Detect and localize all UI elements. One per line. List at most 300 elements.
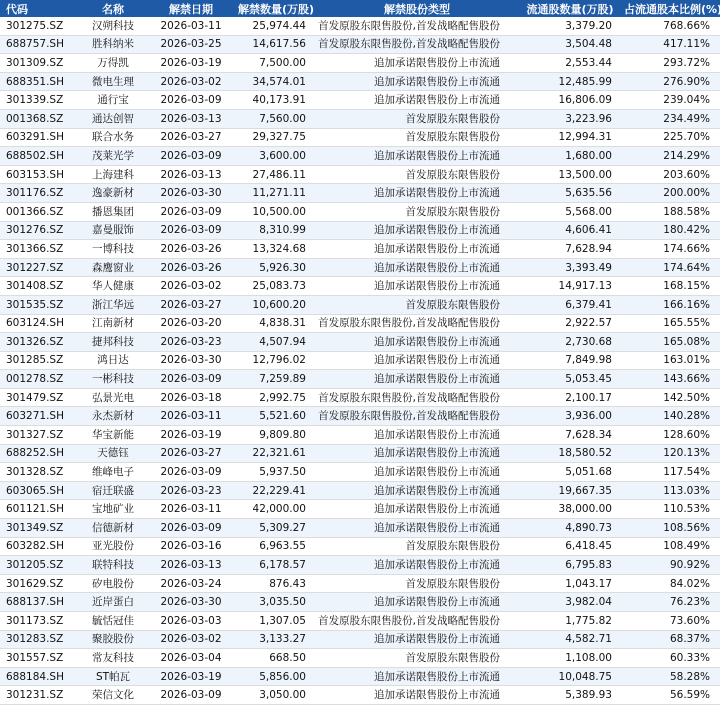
cell-float-shares: 3,223.96 [520,109,620,128]
cell-unlock-date: 2026-03-20 [148,314,234,333]
cell-float-ratio: 768.66% [620,17,720,35]
cell-name: 聚胶股份 [78,630,148,649]
cell-code: 301326.SZ [0,333,78,352]
cell-float-shares: 3,379.20 [520,17,620,35]
cell-float-ratio: 140.28% [620,407,720,426]
cell-unlock-share-type: 追加承诺限售股份上市流通 [314,481,520,500]
cell-float-shares: 3,982.04 [520,593,620,612]
cell-float-ratio: 143.66% [620,370,720,389]
cell-unlock-date: 2026-03-27 [148,295,234,314]
cell-code: 603065.SH [0,481,78,500]
table-row [0,519,720,538]
cell-unlock-quantity: 40,173.91 [234,91,314,110]
cell-unlock-quantity: 1,307.05 [234,612,314,631]
cell-unlock-share-type: 追加承诺限售股份上市流通 [314,72,520,91]
table-row [0,333,720,352]
cell-name: 浙江华远 [78,295,148,314]
cell-unlock-quantity: 3,035.50 [234,593,314,612]
column-header-unlock-share-type[interactable]: 解禁股份类型 [314,0,520,17]
cell-unlock-date: 2026-03-23 [148,481,234,500]
cell-unlock-date: 2026-03-04 [148,649,234,668]
cell-name: 维峰电子 [78,463,148,482]
cell-float-ratio: 163.01% [620,351,720,370]
cell-float-ratio: 180.42% [620,221,720,240]
column-header-float-ratio[interactable]: 占流通股本比例(%) [620,0,720,17]
cell-float-ratio: 142.50% [620,388,720,407]
cell-float-shares: 12,485.99 [520,72,620,91]
cell-code: 001368.SZ [0,109,78,128]
cell-unlock-quantity: 14,617.56 [234,35,314,54]
cell-float-ratio: 76.23% [620,593,720,612]
cell-float-ratio: 200.00% [620,184,720,203]
table-row [0,258,720,277]
cell-float-shares: 19,667.35 [520,481,620,500]
table-row [0,444,720,463]
cell-unlock-date: 2026-03-30 [148,351,234,370]
cell-unlock-quantity: 29,327.75 [234,128,314,147]
cell-unlock-quantity: 5,309.27 [234,519,314,538]
cell-float-ratio: 276.90% [620,72,720,91]
table-header-row [0,0,720,17]
cell-name: 宿迁联盛 [78,481,148,500]
cell-code: 301176.SZ [0,184,78,203]
table-row [0,686,720,705]
cell-float-ratio: 113.03% [620,481,720,500]
cell-unlock-quantity: 8,310.99 [234,221,314,240]
cell-unlock-quantity: 7,560.00 [234,109,314,128]
cell-code: 603271.SH [0,407,78,426]
cell-unlock-date: 2026-03-13 [148,556,234,575]
cell-code: 301557.SZ [0,649,78,668]
cell-name: 信德新材 [78,519,148,538]
cell-unlock-quantity: 11,271.11 [234,184,314,203]
cell-unlock-share-type: 首发原股东限售股份,首发战略配售股份 [314,388,520,407]
cell-unlock-quantity: 3,600.00 [234,147,314,166]
cell-code: 301535.SZ [0,295,78,314]
cell-unlock-date: 2026-03-02 [148,72,234,91]
cell-unlock-quantity: 7,500.00 [234,54,314,73]
cell-code: 301275.SZ [0,17,78,35]
cell-float-ratio: 56.59% [620,686,720,705]
cell-float-shares: 2,100.17 [520,388,620,407]
cell-unlock-share-type: 首发原股东限售股份,首发战略配售股份 [314,35,520,54]
cell-unlock-share-type: 首发原股东限售股份 [314,128,520,147]
cell-unlock-share-type: 追加承诺限售股份上市流通 [314,333,520,352]
cell-unlock-date: 2026-03-16 [148,537,234,556]
cell-code: 301339.SZ [0,91,78,110]
cell-unlock-quantity: 876.43 [234,574,314,593]
cell-unlock-quantity: 5,926.30 [234,258,314,277]
cell-float-ratio: 417.11% [620,35,720,54]
cell-unlock-date: 2026-03-13 [148,109,234,128]
cell-unlock-share-type: 首发原股东限售股份 [314,295,520,314]
cell-name: 联合水务 [78,128,148,147]
cell-name: 捷邦科技 [78,333,148,352]
cell-float-shares: 1,108.00 [520,649,620,668]
cell-unlock-share-type: 追加承诺限售股份上市流通 [314,593,520,612]
cell-unlock-share-type: 首发原股东限售股份 [314,165,520,184]
cell-unlock-quantity: 13,324.68 [234,240,314,259]
cell-unlock-quantity: 25,083.73 [234,277,314,296]
cell-unlock-date: 2026-03-11 [148,500,234,519]
cell-unlock-date: 2026-03-13 [148,165,234,184]
table-row [0,54,720,73]
cell-float-ratio: 214.29% [620,147,720,166]
cell-float-shares: 1,043.17 [520,574,620,593]
cell-float-ratio: 73.60% [620,612,720,631]
cell-unlock-date: 2026-03-03 [148,612,234,631]
cell-unlock-date: 2026-03-19 [148,426,234,445]
cell-code: 301349.SZ [0,519,78,538]
cell-float-ratio: 234.49% [620,109,720,128]
table-row [0,277,720,296]
table-row [0,314,720,333]
cell-unlock-quantity: 668.50 [234,649,314,668]
cell-unlock-date: 2026-03-11 [148,17,234,35]
cell-name: 亚光股份 [78,537,148,556]
cell-unlock-quantity: 7,259.89 [234,370,314,389]
cell-unlock-quantity: 27,486.11 [234,165,314,184]
cell-unlock-quantity: 5,937.50 [234,463,314,482]
cell-name: 弘景光电 [78,388,148,407]
cell-float-ratio: 117.54% [620,463,720,482]
cell-code: 688137.SH [0,593,78,612]
cell-code: 301285.SZ [0,351,78,370]
cell-unlock-share-type: 追加承诺限售股份上市流通 [314,91,520,110]
cell-unlock-share-type: 追加承诺限售股份上市流通 [314,519,520,538]
cell-name: 茂莱光学 [78,147,148,166]
table-row [0,72,720,91]
cell-unlock-date: 2026-03-09 [148,91,234,110]
cell-unlock-date: 2026-03-30 [148,593,234,612]
cell-unlock-share-type: 追加承诺限售股份上市流通 [314,370,520,389]
cell-unlock-share-type: 首发原股东限售股份 [314,537,520,556]
table-row [0,556,720,575]
cell-unlock-quantity: 4,838.31 [234,314,314,333]
cell-unlock-quantity: 5,521.60 [234,407,314,426]
cell-unlock-quantity: 10,500.00 [234,202,314,221]
cell-code: 688351.SH [0,72,78,91]
table-row [0,240,720,259]
cell-unlock-quantity: 5,856.00 [234,667,314,686]
column-header-code[interactable]: 代码 [0,0,78,17]
cell-unlock-share-type: 首发原股东限售股份 [314,649,520,668]
cell-unlock-quantity: 2,992.75 [234,388,314,407]
cell-unlock-share-type: 追加承诺限售股份上市流通 [314,184,520,203]
table-row [0,630,720,649]
cell-float-shares: 6,379.41 [520,295,620,314]
cell-float-shares: 5,635.56 [520,184,620,203]
cell-code: 603124.SH [0,314,78,333]
cell-float-ratio: 128.60% [620,426,720,445]
cell-code: 603153.SH [0,165,78,184]
cell-unlock-date: 2026-03-09 [148,221,234,240]
cell-float-ratio: 68.37% [620,630,720,649]
table-row [0,574,720,593]
cell-name: 播恩集团 [78,202,148,221]
cell-name: 江南新材 [78,314,148,333]
cell-code: 001278.SZ [0,370,78,389]
cell-code: 301173.SZ [0,612,78,631]
cell-unlock-quantity: 6,178.57 [234,556,314,575]
cell-name: 矽电股份 [78,574,148,593]
cell-code: 301366.SZ [0,240,78,259]
cell-unlock-share-type: 追加承诺限售股份上市流通 [314,630,520,649]
cell-name: 华人健康 [78,277,148,296]
cell-code: 301205.SZ [0,556,78,575]
cell-name: 上海建科 [78,165,148,184]
cell-unlock-date: 2026-03-11 [148,407,234,426]
table-row [0,388,720,407]
cell-code: 603282.SH [0,537,78,556]
cell-float-shares: 3,393.49 [520,258,620,277]
cell-code: 601121.SH [0,500,78,519]
cell-float-ratio: 110.53% [620,500,720,519]
table-row [0,500,720,519]
cell-float-ratio: 225.70% [620,128,720,147]
table-row [0,537,720,556]
cell-name: 华宝新能 [78,426,148,445]
cell-unlock-share-type: 首发原股东限售股份,首发战略配售股份 [314,612,520,631]
cell-float-shares: 38,000.00 [520,500,620,519]
cell-float-ratio: 108.56% [620,519,720,538]
table-row [0,481,720,500]
cell-code: 301327.SZ [0,426,78,445]
cell-unlock-quantity: 10,600.20 [234,295,314,314]
cell-name: 胜科纳米 [78,35,148,54]
table-row [0,147,720,166]
cell-name: 微电生理 [78,72,148,91]
cell-float-ratio: 166.16% [620,295,720,314]
cell-unlock-share-type: 追加承诺限售股份上市流通 [314,221,520,240]
cell-unlock-share-type: 追加承诺限售股份上市流通 [314,351,520,370]
cell-float-ratio: 165.08% [620,333,720,352]
table-body [0,17,720,704]
cell-float-shares: 18,580.52 [520,444,620,463]
cell-unlock-quantity: 42,000.00 [234,500,314,519]
cell-name: 宝地矿业 [78,500,148,519]
cell-code: 688184.SH [0,667,78,686]
cell-float-shares: 6,795.83 [520,556,620,575]
cell-code: 301328.SZ [0,463,78,482]
cell-unlock-date: 2026-03-09 [148,686,234,705]
cell-unlock-quantity: 22,321.61 [234,444,314,463]
cell-unlock-date: 2026-03-26 [148,258,234,277]
cell-unlock-share-type: 首发原股东限售股份 [314,109,520,128]
cell-unlock-quantity: 4,507.94 [234,333,314,352]
cell-float-shares: 13,500.00 [520,165,620,184]
cell-name: 近岸蛋白 [78,593,148,612]
cell-unlock-date: 2026-03-19 [148,54,234,73]
cell-name: 天德钰 [78,444,148,463]
cell-unlock-share-type: 首发原股东限售股份 [314,202,520,221]
cell-unlock-quantity: 22,229.41 [234,481,314,500]
cell-float-shares: 3,936.00 [520,407,620,426]
cell-float-shares: 6,418.45 [520,537,620,556]
table-row [0,593,720,612]
column-header-float-shares[interactable]: 流通股数量(万股) [520,0,620,17]
cell-float-ratio: 174.64% [620,258,720,277]
cell-float-ratio: 239.04% [620,91,720,110]
table-row [0,351,720,370]
column-header-unlock-quantity[interactable]: 解禁数量(万股) [234,0,314,17]
cell-unlock-share-type: 追加承诺限售股份上市流通 [314,500,520,519]
cell-unlock-share-type: 追加承诺限售股份上市流通 [314,556,520,575]
table-row [0,91,720,110]
cell-unlock-date: 2026-03-23 [148,333,234,352]
table-row [0,35,720,54]
cell-code: 301309.SZ [0,54,78,73]
cell-unlock-date: 2026-03-24 [148,574,234,593]
cell-name: 鸿日达 [78,351,148,370]
cell-unlock-share-type: 首发原股东限售股份,首发战略配售股份 [314,17,520,35]
cell-float-ratio: 174.66% [620,240,720,259]
table-row [0,17,720,35]
cell-unlock-share-type: 追加承诺限售股份上市流通 [314,444,520,463]
cell-unlock-quantity: 34,574.01 [234,72,314,91]
cell-name: 一彬科技 [78,370,148,389]
cell-unlock-quantity: 3,133.27 [234,630,314,649]
cell-code: 301629.SZ [0,574,78,593]
cell-name: 永杰新材 [78,407,148,426]
cell-float-shares: 16,806.09 [520,91,620,110]
cell-float-ratio: 84.02% [620,574,720,593]
cell-float-shares: 10,048.75 [520,667,620,686]
cell-unlock-date: 2026-03-18 [148,388,234,407]
cell-float-shares: 4,606.41 [520,221,620,240]
cell-unlock-share-type: 追加承诺限售股份上市流通 [314,277,520,296]
cell-name: ST帕瓦 [78,667,148,686]
cell-float-shares: 7,628.94 [520,240,620,259]
cell-name: 森鹰窗业 [78,258,148,277]
column-header-name[interactable]: 名称 [78,0,148,17]
table-row [0,407,720,426]
cell-code: 688502.SH [0,147,78,166]
cell-float-shares: 5,568.00 [520,202,620,221]
cell-unlock-share-type: 追加承诺限售股份上市流通 [314,258,520,277]
cell-unlock-date: 2026-03-09 [148,202,234,221]
cell-unlock-share-type: 追加承诺限售股份上市流通 [314,463,520,482]
cell-name: 联特科技 [78,556,148,575]
cell-name: 逸豪新材 [78,184,148,203]
cell-name: 常友科技 [78,649,148,668]
cell-unlock-date: 2026-03-30 [148,184,234,203]
cell-unlock-share-type: 追加承诺限售股份上市流通 [314,667,520,686]
cell-float-shares: 4,890.73 [520,519,620,538]
cell-name: 一博科技 [78,240,148,259]
table-row [0,128,720,147]
cell-unlock-share-type: 首发原股东限售股份 [314,574,520,593]
cell-float-ratio: 168.15% [620,277,720,296]
cell-code: 301227.SZ [0,258,78,277]
table-row [0,649,720,668]
cell-float-shares: 1,775.82 [520,612,620,631]
cell-float-ratio: 203.60% [620,165,720,184]
cell-unlock-quantity: 6,963.55 [234,537,314,556]
cell-float-ratio: 165.55% [620,314,720,333]
table-row [0,184,720,203]
cell-code: 301231.SZ [0,686,78,705]
cell-float-ratio: 293.72% [620,54,720,73]
table-row [0,109,720,128]
cell-float-ratio: 58.28% [620,667,720,686]
cell-unlock-date: 2026-03-09 [148,519,234,538]
column-header-unlock-date[interactable]: 解禁日期 [148,0,234,17]
cell-unlock-date: 2026-03-09 [148,370,234,389]
cell-unlock-share-type: 首发原股东限售股份,首发战略配售股份 [314,314,520,333]
cell-code: 301408.SZ [0,277,78,296]
cell-code: 001366.SZ [0,202,78,221]
table-row [0,426,720,445]
cell-unlock-share-type: 追加承诺限售股份上市流通 [314,54,520,73]
cell-code: 603291.SH [0,128,78,147]
cell-unlock-date: 2026-03-27 [148,128,234,147]
cell-float-shares: 2,922.57 [520,314,620,333]
cell-float-shares: 7,628.34 [520,426,620,445]
cell-code: 301283.SZ [0,630,78,649]
cell-name: 万得凯 [78,54,148,73]
cell-float-shares: 4,582.71 [520,630,620,649]
cell-unlock-share-type: 首发原股东限售股份,首发战略配售股份 [314,407,520,426]
cell-code: 301479.SZ [0,388,78,407]
cell-unlock-share-type: 追加承诺限售股份上市流通 [314,686,520,705]
cell-code: 688252.SH [0,444,78,463]
cell-name: 荣信文化 [78,686,148,705]
table-row [0,370,720,389]
table-row [0,667,720,686]
cell-float-shares: 2,553.44 [520,54,620,73]
cell-name: 通达创智 [78,109,148,128]
cell-name: 嘉曼服饰 [78,221,148,240]
cell-float-shares: 14,917.13 [520,277,620,296]
cell-float-shares: 5,389.93 [520,686,620,705]
cell-unlock-date: 2026-03-09 [148,147,234,166]
cell-unlock-quantity: 25,974.44 [234,17,314,35]
cell-unlock-date: 2026-03-19 [148,667,234,686]
cell-float-shares: 12,994.31 [520,128,620,147]
cell-unlock-quantity: 9,809.80 [234,426,314,445]
table-row [0,202,720,221]
cell-unlock-date: 2026-03-25 [148,35,234,54]
cell-unlock-date: 2026-03-02 [148,277,234,296]
cell-code: 688757.SH [0,35,78,54]
cell-unlock-quantity: 12,796.02 [234,351,314,370]
cell-float-shares: 5,051.68 [520,463,620,482]
cell-float-ratio: 108.49% [620,537,720,556]
cell-float-shares: 7,849.98 [520,351,620,370]
cell-float-ratio: 188.58% [620,202,720,221]
table-row [0,612,720,631]
cell-name: 通行宝 [78,91,148,110]
cell-float-shares: 3,504.48 [520,35,620,54]
cell-code: 301276.SZ [0,221,78,240]
table-row [0,295,720,314]
cell-float-ratio: 60.33% [620,649,720,668]
cell-unlock-share-type: 追加承诺限售股份上市流通 [314,426,520,445]
cell-float-shares: 5,053.45 [520,370,620,389]
cell-float-shares: 1,680.00 [520,147,620,166]
cell-float-ratio: 120.13% [620,444,720,463]
cell-unlock-date: 2026-03-26 [148,240,234,259]
cell-unlock-share-type: 追加承诺限售股份上市流通 [314,240,520,259]
cell-unlock-quantity: 3,050.00 [234,686,314,705]
cell-name: 汉朔科技 [78,17,148,35]
cell-unlock-date: 2026-03-09 [148,463,234,482]
cell-unlock-date: 2026-03-02 [148,630,234,649]
table-row [0,221,720,240]
cell-name: 毓恬冠佳 [78,612,148,631]
cell-float-ratio: 90.92% [620,556,720,575]
